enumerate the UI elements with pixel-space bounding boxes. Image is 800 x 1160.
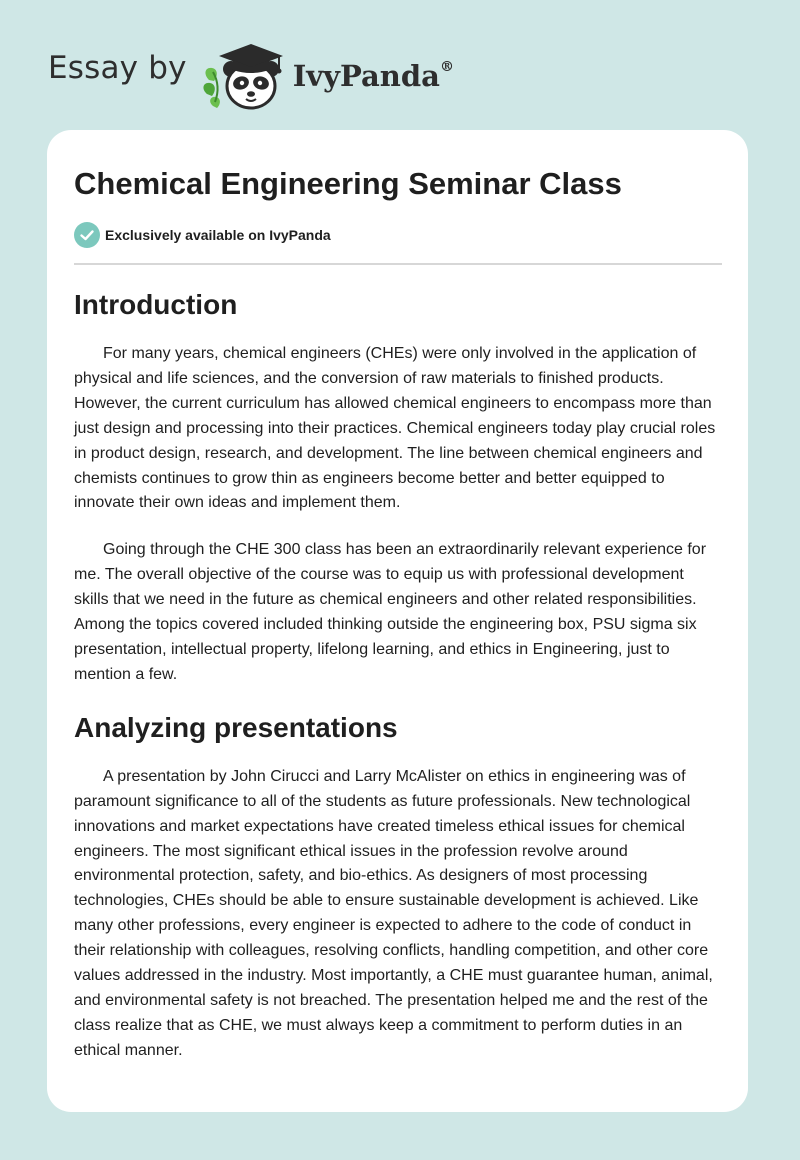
title-divider	[74, 263, 722, 265]
essay-card	[47, 130, 748, 1112]
section-heading: Analyzing presentations	[74, 711, 398, 743]
registered-mark: ®	[439, 59, 454, 76]
checkmark-circle-icon	[74, 222, 100, 248]
paragraph: A presentation by John Cirucci and Larry McAlister on ethics in engineering was of paramount significance to all of the students as future professionals. New technological innovations and market expectations have created timeless ethical issues for chemical engineers. The most significant ethical issues in the profession revolve around environmental protection, safety, and bio-ethics. As designers of most processing technologies, CHEs should be able to ensure sustainable development is achieved. Like many other professions, every engineer is expected to adhere to the code of conduct in their relationship with colleagues, resolving conflicts, handling competition, and other core values addressed in the industry. Most importantly, a CHE must guarantee human, animal, and environmental safety is not breached. The presentation helped me and the rest of the class realize that as CHE, we must always keep a commitment to perform duties in an ethical manner.	[74, 767, 713, 1059]
brand-prefix: Essay by	[48, 50, 187, 86]
exclusive-badge	[74, 221, 722, 249]
section-introduction	[74, 287, 722, 688]
paragraph: For many years, chemical engineers (CHEs) were only involved in the application of physical and life sciences, and the conversion of raw materials to finished products. However, the current curriculum has allowed chemical engineers to encompass more than just design and processing into their practices. Chemical engineers today play crucial roles in product design, research, and development. The line between chemical engineers and chemists continues to grow thin as engineers become better and better equipped to innovate their own ideas and implement them.	[74, 345, 716, 512]
section-analyzing-presentations	[74, 710, 722, 1064]
section-heading: Introduction	[74, 289, 238, 320]
brand-name[interactable]: IvyPanda®	[292, 59, 454, 93]
exclusive-badge-text: Exclusively available on IvyPanda	[105, 227, 331, 243]
brand-header	[48, 36, 454, 112]
paragraph: Going through the CHE 300 class has been an extraordinarily relevant experience for me. The overall objective of the course was to equip us with professional development skills that we need in the future as chemical engineers and other related responsibilities. Among the topics covered included thinking outside the engineering box, PSU sigma six presentation, intellectual property, lifelong learning, and ethics in Engineering, just to mention a few.	[74, 541, 707, 683]
panda-graduation-cap-icon[interactable]	[201, 36, 291, 112]
essay-title: Chemical Engineering Seminar Class	[74, 166, 622, 201]
